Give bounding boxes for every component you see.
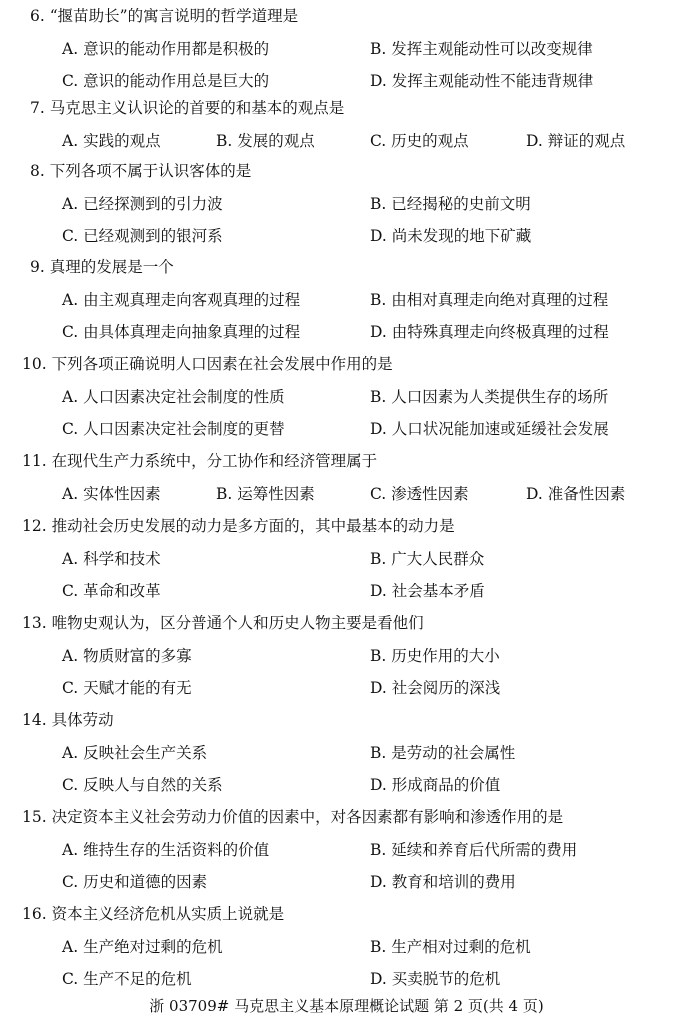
question-stem bbox=[30, 161, 251, 181]
option-c bbox=[62, 872, 207, 892]
option-d bbox=[370, 581, 485, 601]
option-text: 辩证的观点 bbox=[547, 132, 626, 150]
option-text: 生产不足的危机 bbox=[83, 970, 192, 988]
question-text: 决定资本主义社会劳动力价值的因素中，对各因素都有影响和渗透作用的是 bbox=[51, 808, 564, 826]
option-d bbox=[370, 226, 531, 246]
question-stem bbox=[22, 710, 114, 730]
option-d bbox=[370, 322, 609, 342]
question-text: 具体劳动 bbox=[51, 711, 114, 729]
option-text: 人口因素为人类提供生存的场所 bbox=[391, 388, 609, 406]
question-number: 7. bbox=[30, 99, 45, 117]
option-letter: B. bbox=[370, 744, 387, 762]
option-text: 发展的观点 bbox=[237, 132, 315, 150]
option-letter: A. bbox=[62, 132, 79, 150]
option-a bbox=[62, 743, 207, 763]
option-letter: D. bbox=[370, 776, 387, 794]
question-text: 下列各项不属于认识客体的是 bbox=[49, 162, 252, 180]
option-text: 革命和改革 bbox=[83, 582, 161, 600]
option-c bbox=[62, 226, 223, 246]
question-text: “揠苗助长”的寓言说明的哲学道理是 bbox=[49, 7, 299, 25]
option-text: 已经探测到的引力波 bbox=[83, 195, 223, 213]
option-letter: C. bbox=[370, 132, 387, 150]
option-text: 历史的观点 bbox=[391, 132, 469, 150]
option-d bbox=[370, 678, 500, 698]
option-b bbox=[216, 484, 315, 504]
option-text: 反映人与自然的关系 bbox=[83, 776, 223, 794]
option-text: 已经揭秘的史前文明 bbox=[391, 195, 531, 213]
option-letter: D. bbox=[526, 132, 543, 150]
option-text: 历史和道德的因素 bbox=[83, 873, 208, 891]
question-number: 16. bbox=[22, 905, 47, 923]
option-text: 发挥主观能动性可以改变规律 bbox=[391, 40, 593, 58]
option-letter: B. bbox=[216, 485, 233, 503]
question-text: 唯物史观认为，区分普通个人和历史人物主要是看他们 bbox=[51, 614, 424, 632]
option-letter: B. bbox=[370, 550, 387, 568]
option-text: 由特殊真理走向终极真理的过程 bbox=[391, 323, 609, 341]
option-letter: A. bbox=[62, 841, 79, 859]
option-letter: C. bbox=[62, 873, 79, 891]
question-text: 下列各项正确说明人口因素在社会发展中作用的是 bbox=[51, 355, 393, 373]
option-d bbox=[526, 131, 625, 151]
page-footer: 浙 03709# 马克思主义基本原理概论试题 第 2 页(共 4 页) bbox=[149, 997, 544, 1015]
option-text: 广大人民群众 bbox=[391, 550, 485, 568]
question-number: 8. bbox=[30, 162, 45, 180]
option-text: 由具体真理走向抽象真理的过程 bbox=[83, 323, 301, 341]
option-text: 生产相对过剩的危机 bbox=[391, 938, 531, 956]
option-letter: C. bbox=[62, 679, 79, 697]
option-d bbox=[370, 775, 500, 795]
option-text: 尚未发现的地下矿藏 bbox=[391, 227, 532, 245]
option-a bbox=[62, 840, 269, 860]
option-letter: C. bbox=[62, 970, 79, 988]
option-letter: A. bbox=[62, 550, 79, 568]
option-text: 实践的观点 bbox=[83, 132, 161, 150]
option-letter: D. bbox=[370, 970, 387, 988]
option-a bbox=[62, 937, 223, 957]
option-text: 物质财富的多寡 bbox=[83, 647, 192, 665]
option-letter: D. bbox=[370, 679, 387, 697]
option-text: 天赋才能的有无 bbox=[83, 679, 192, 697]
option-text: 社会基本矛盾 bbox=[391, 582, 485, 600]
option-b bbox=[370, 743, 515, 763]
option-letter: C. bbox=[62, 776, 79, 794]
option-letter: D. bbox=[370, 72, 387, 90]
option-text: 意识的能动作用总是巨大的 bbox=[83, 72, 270, 90]
option-text: 渗透性因素 bbox=[391, 485, 469, 503]
option-c bbox=[62, 322, 300, 342]
option-a bbox=[62, 549, 161, 569]
option-letter: C. bbox=[62, 420, 79, 438]
option-letter: B. bbox=[370, 841, 387, 859]
option-a bbox=[62, 387, 285, 407]
option-text: 意识的能动作用都是积极的 bbox=[83, 40, 270, 58]
option-letter: A. bbox=[62, 195, 79, 213]
option-text: 人口因素决定社会制度的更替 bbox=[83, 420, 285, 438]
option-c bbox=[62, 678, 192, 698]
option-b bbox=[370, 290, 608, 310]
question-number: 14. bbox=[22, 711, 47, 729]
option-letter: A. bbox=[62, 388, 79, 406]
option-c bbox=[62, 581, 161, 601]
option-c bbox=[62, 71, 269, 91]
option-a bbox=[62, 646, 192, 666]
option-text: 人口因素决定社会制度的性质 bbox=[83, 388, 285, 406]
option-d bbox=[370, 71, 593, 91]
question-stem bbox=[30, 6, 298, 26]
question-number: 12. bbox=[22, 517, 47, 535]
option-a bbox=[62, 290, 300, 310]
option-letter: A. bbox=[62, 744, 79, 762]
option-b bbox=[216, 131, 315, 151]
option-letter: B. bbox=[370, 40, 387, 58]
option-letter: C. bbox=[62, 323, 79, 341]
option-letter: D. bbox=[370, 323, 387, 341]
option-text: 发挥主观能动性不能违背规律 bbox=[391, 72, 594, 90]
question-number: 10. bbox=[22, 355, 47, 373]
option-c bbox=[62, 969, 192, 989]
option-text: 运筹性因素 bbox=[237, 485, 315, 503]
option-text: 是劳动的社会属性 bbox=[391, 744, 516, 762]
option-letter: D. bbox=[370, 873, 387, 891]
option-c bbox=[62, 419, 285, 439]
option-text: 科学和技术 bbox=[83, 550, 161, 568]
question-number: 9. bbox=[30, 258, 45, 276]
option-letter: B. bbox=[370, 291, 387, 309]
question-stem bbox=[30, 98, 344, 118]
option-letter: C. bbox=[62, 227, 79, 245]
option-d bbox=[370, 872, 516, 892]
option-text: 反映社会生产关系 bbox=[83, 744, 208, 762]
option-b bbox=[370, 840, 577, 860]
option-text: 实体性因素 bbox=[83, 485, 161, 503]
question-stem bbox=[22, 451, 377, 471]
option-a bbox=[62, 194, 223, 214]
option-letter: B. bbox=[216, 132, 233, 150]
option-letter: A. bbox=[62, 291, 79, 309]
question-stem bbox=[22, 904, 284, 924]
option-b bbox=[370, 646, 500, 666]
option-letter: D. bbox=[370, 420, 387, 438]
option-letter: B. bbox=[370, 195, 387, 213]
question-text: 推动社会历史发展的动力是多方面的，其中最基本的动力是 bbox=[51, 517, 455, 535]
option-letter: A. bbox=[62, 647, 79, 665]
question-text: 资本主义经济危机从实质上说就是 bbox=[51, 905, 285, 923]
option-d bbox=[526, 484, 625, 504]
option-text: 社会阅历的深浅 bbox=[391, 679, 501, 697]
option-d bbox=[370, 419, 609, 439]
option-letter: A. bbox=[62, 938, 79, 956]
option-text: 已经观测到的银河系 bbox=[83, 227, 223, 245]
option-text: 人口状况能加速或延缓社会发展 bbox=[391, 420, 609, 438]
option-text: 形成商品的价值 bbox=[391, 776, 501, 794]
question-number: 13. bbox=[22, 614, 47, 632]
question-number: 11. bbox=[22, 452, 47, 470]
question-stem bbox=[30, 257, 174, 277]
option-text: 维持生存的生活资料的价值 bbox=[83, 841, 270, 859]
question-stem bbox=[22, 807, 563, 827]
option-letter: C. bbox=[62, 582, 79, 600]
option-c bbox=[370, 131, 469, 151]
option-letter: B. bbox=[370, 938, 387, 956]
option-text: 由主观真理走向客观真理的过程 bbox=[83, 291, 301, 309]
option-letter: A. bbox=[62, 40, 79, 58]
option-text: 买卖脱节的危机 bbox=[391, 970, 501, 988]
option-text: 历史作用的大小 bbox=[391, 647, 500, 665]
option-a bbox=[62, 131, 161, 151]
option-letter: D. bbox=[370, 227, 387, 245]
option-letter: D. bbox=[370, 582, 387, 600]
question-number: 15. bbox=[22, 808, 47, 826]
option-text: 延续和养育后代所需的费用 bbox=[391, 841, 578, 859]
option-b bbox=[370, 549, 484, 569]
question-text: 真理的发展是一个 bbox=[49, 258, 174, 276]
option-letter: C. bbox=[62, 72, 79, 90]
option-b bbox=[370, 387, 608, 407]
option-a bbox=[62, 39, 269, 59]
option-letter: D. bbox=[526, 485, 543, 503]
option-letter: A. bbox=[62, 485, 79, 503]
option-text: 由相对真理走向绝对真理的过程 bbox=[391, 291, 609, 309]
question-stem bbox=[22, 516, 455, 536]
option-b bbox=[370, 39, 593, 59]
question-number: 6. bbox=[30, 7, 45, 25]
option-b bbox=[370, 194, 531, 214]
option-c bbox=[62, 775, 223, 795]
option-text: 生产绝对过剩的危机 bbox=[83, 938, 223, 956]
option-letter: C. bbox=[370, 485, 387, 503]
question-stem bbox=[22, 354, 393, 374]
option-letter: B. bbox=[370, 647, 387, 665]
option-b bbox=[370, 937, 531, 957]
question-text: 马克思主义认识论的首要的和基本的观点是 bbox=[49, 99, 345, 117]
question-stem bbox=[22, 613, 424, 633]
option-d bbox=[370, 969, 500, 989]
option-text: 准备性因素 bbox=[547, 485, 626, 503]
question-text: 在现代生产力系统中，分工协作和经济管理属于 bbox=[51, 452, 378, 470]
option-c bbox=[370, 484, 469, 504]
option-a bbox=[62, 484, 161, 504]
option-letter: B. bbox=[370, 388, 387, 406]
option-text: 教育和培训的费用 bbox=[391, 873, 516, 891]
